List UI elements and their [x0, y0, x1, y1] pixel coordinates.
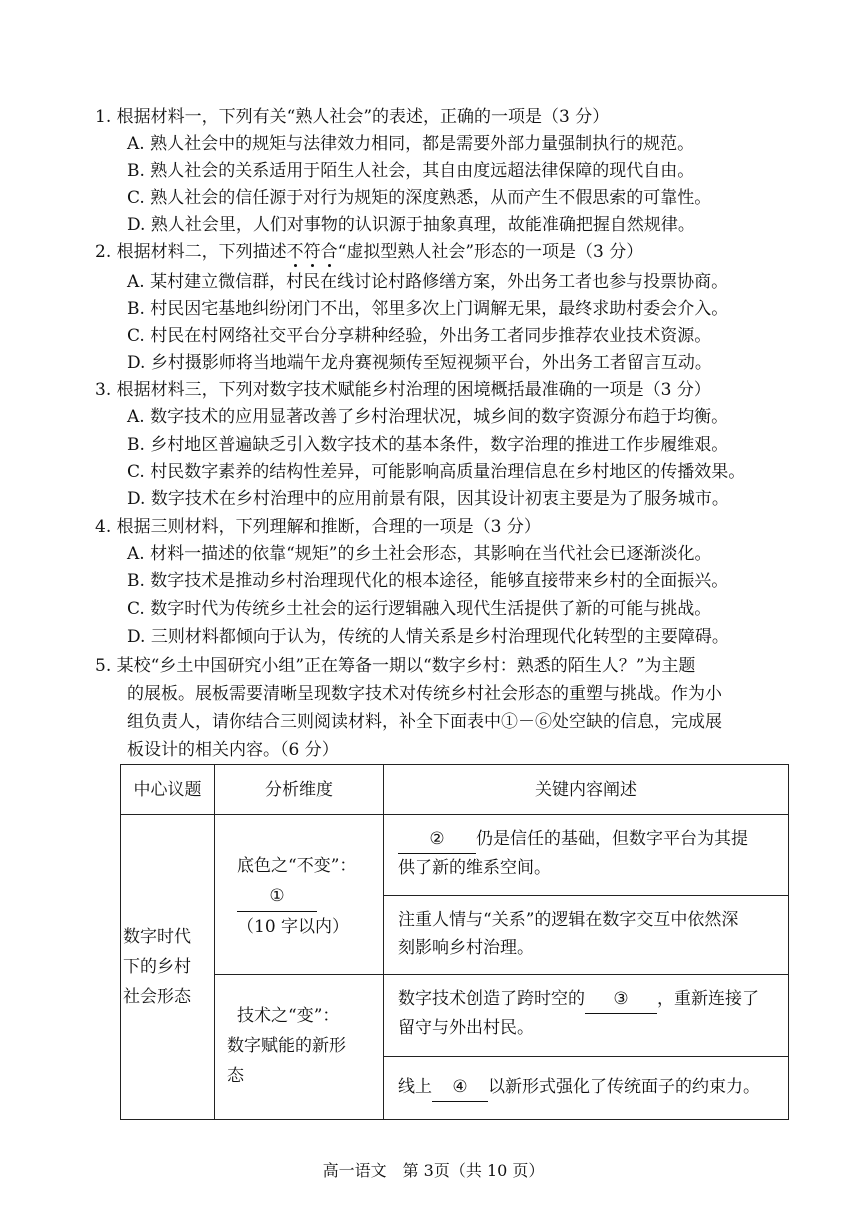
- question-4-option-a: A. 材料一描述的依靠“规矩”的乡土社会形态，其影响在当代社会已逐渐淡化。: [127, 544, 712, 564]
- table-dimension-changed: [214, 974, 384, 1120]
- question-3-option-b: B. 乡村地区普遍缺乏引入数字技术的基本条件，数字治理的推进工作步履维艰。: [127, 435, 729, 455]
- question-5-line: 的展板。展板需要清晰呈现数字技术对传统乡村社会形态的重塑与挑战。作为小: [127, 684, 722, 704]
- dimension-line: 态: [227, 1066, 244, 1086]
- content-line: 注重人情与“关系”的逻辑在数字交互中依然深: [398, 910, 739, 930]
- question-3-option-a: A. 数字技术的应用显著改善了乡村治理状况，城乡间的数字资源分布趋于均衡。: [127, 407, 729, 427]
- question-1-option-c: C. 熟人社会的信任源于对行为规矩的深度熟悉，从而产生不假思索的可靠性。: [127, 188, 712, 208]
- question-2-stem-end: “虚拟型熟人社会”形态的一项是（3 分）: [337, 242, 644, 262]
- answer-blank-4[interactable]: ④: [432, 1073, 488, 1102]
- question-1-stem: 1. 根据材料一，下列有关“熟人社会”的表述，正确的一项是（3 分）: [95, 107, 610, 127]
- table-row-content-4: [383, 1056, 789, 1120]
- answer-blank-3[interactable]: ③: [585, 985, 657, 1014]
- topic-line: 社会形态: [123, 987, 191, 1007]
- content-line: [398, 985, 776, 1014]
- answer-blank-2[interactable]: ②: [398, 825, 476, 854]
- emphasis-char: 符: [303, 242, 321, 262]
- question-2-stem-start: 2. 根据材料二，下列描述: [95, 242, 287, 262]
- dimension-line: 数字赋能的新形: [227, 1036, 346, 1056]
- content-text: 仍是信任的基础，但数字平台为其提: [476, 829, 748, 849]
- content-line: [398, 825, 776, 854]
- table-row-content-2: [383, 895, 789, 975]
- content-line: 刻影响乡村治理。: [398, 938, 534, 958]
- content-text: 线上: [398, 1077, 432, 1097]
- emphasis-char: 不: [286, 242, 304, 262]
- question-3-stem: 3. 根据材料三，下列对数字技术赋能乡村治理的困境概括最准确的一项是（3 分）: [95, 380, 711, 400]
- table-row-content-1: [383, 814, 789, 896]
- question-5-stem: [95, 652, 795, 764]
- page-footer: 高一语文 第 3页（共 10 页）: [322, 1161, 545, 1180]
- table-header-topic: 中心议题: [120, 764, 215, 815]
- question-1-option-d: D. 熟人社会里，人们对事物的认识源于抽象真理，故能准确把握自然规律。: [127, 215, 695, 235]
- table-header-content: 关键内容阐述: [383, 764, 789, 815]
- question-2-stem: [95, 239, 643, 266]
- question-2-option-d: D. 乡村摄影师将当地端午龙舟赛视频传至短视频平台，外出务工者留言互动。: [127, 353, 712, 373]
- question-4-option-d: D. 三则材料都倾向于认为，传统的人情关系是乡村治理现代化转型的主要障碍。: [127, 627, 729, 647]
- question-1-option-b: B. 熟人社会的关系适用于陌生人社会，其自由度远超法律保障的现代自由。: [127, 161, 695, 181]
- question-5-line: 板设计的相关内容。（6 分）: [127, 740, 339, 760]
- content-text: 以新形式强化了传统面子的约束力。: [488, 1077, 760, 1097]
- dimension-unchanged-text: [237, 851, 356, 942]
- question-2-option-c: C. 村民在村网络社交平台分享耕种经验，外出务工者同步推荐农业技术资源。: [127, 326, 712, 346]
- question-5-line: 组负责人，请你结合三则阅读材料，补全下面表中①－⑥处空缺的信息，完成展: [127, 712, 722, 732]
- question-4-option-c: C. 数字时代为传统乡土社会的运行逻辑融入现代生活提供了新的可能与挑战。: [127, 599, 712, 619]
- question-2-option-a: A. 某村建立微信群，村民在线讨论村路修缮方案，外出务工者也参与投票协商。: [127, 272, 729, 292]
- table-header-dimension: 分析维度: [214, 764, 384, 815]
- content-text: ，重新连接了: [657, 989, 759, 1009]
- emphasis-char: 合: [320, 242, 338, 262]
- question-4-stem: 4. 根据三则材料，下列理解和推断，合理的一项是（3 分）: [95, 517, 541, 537]
- content-text: 数字技术创造了跨时空的: [398, 989, 585, 1009]
- dimension-changed-text: [227, 1001, 346, 1091]
- table-topic-cell: [120, 814, 215, 1120]
- question-4-option-b: B. 数字技术是推动乡村治理现代化的根本途径，能够直接带来乡村的全面振兴。: [127, 571, 729, 591]
- question-3-option-d: D. 数字技术在乡村治理中的应用前景有限，因其设计初衷主要是为了服务城市。: [127, 489, 729, 509]
- table-dimension-unchanged: [214, 814, 384, 975]
- dimension-blank-line: [237, 881, 356, 912]
- question-3-option-c: C. 村民数字素养的结构性差异，可能影响高质量治理信息在乡村地区的传播效果。: [127, 462, 746, 482]
- question-1-option-a: A. 熟人社会中的规矩与法律效力相同，都是需要外部力量强制执行的规范。: [127, 134, 695, 154]
- topic-line: 下的乡村: [123, 957, 191, 977]
- topic-line: 数字时代: [123, 927, 191, 947]
- topic-text: [121, 922, 191, 1012]
- dimension-note: （10 字以内）: [237, 917, 350, 937]
- dimension-label: 技术之“变”：: [237, 1006, 340, 1026]
- dimension-label: 底色之“不变”：: [237, 856, 357, 876]
- table-row-content-3: [383, 974, 789, 1057]
- question-2-option-b: B. 村民因宅基地纠纷闭门不出，邻里多次上门调解无果，最终求助村委会介入。: [127, 299, 729, 319]
- answer-blank-1[interactable]: ①: [237, 881, 317, 912]
- exhibit-design-table: [120, 764, 789, 1120]
- question-5-line: 5. 某校“乡土中国研究小组”正在筹备一期以“数字乡村：熟悉的陌生人？”为主题: [95, 656, 696, 676]
- content-line: [398, 1073, 776, 1102]
- content-line: 留守与外出村民。: [398, 1018, 534, 1038]
- content-line: 供了新的维系空间。: [398, 858, 551, 878]
